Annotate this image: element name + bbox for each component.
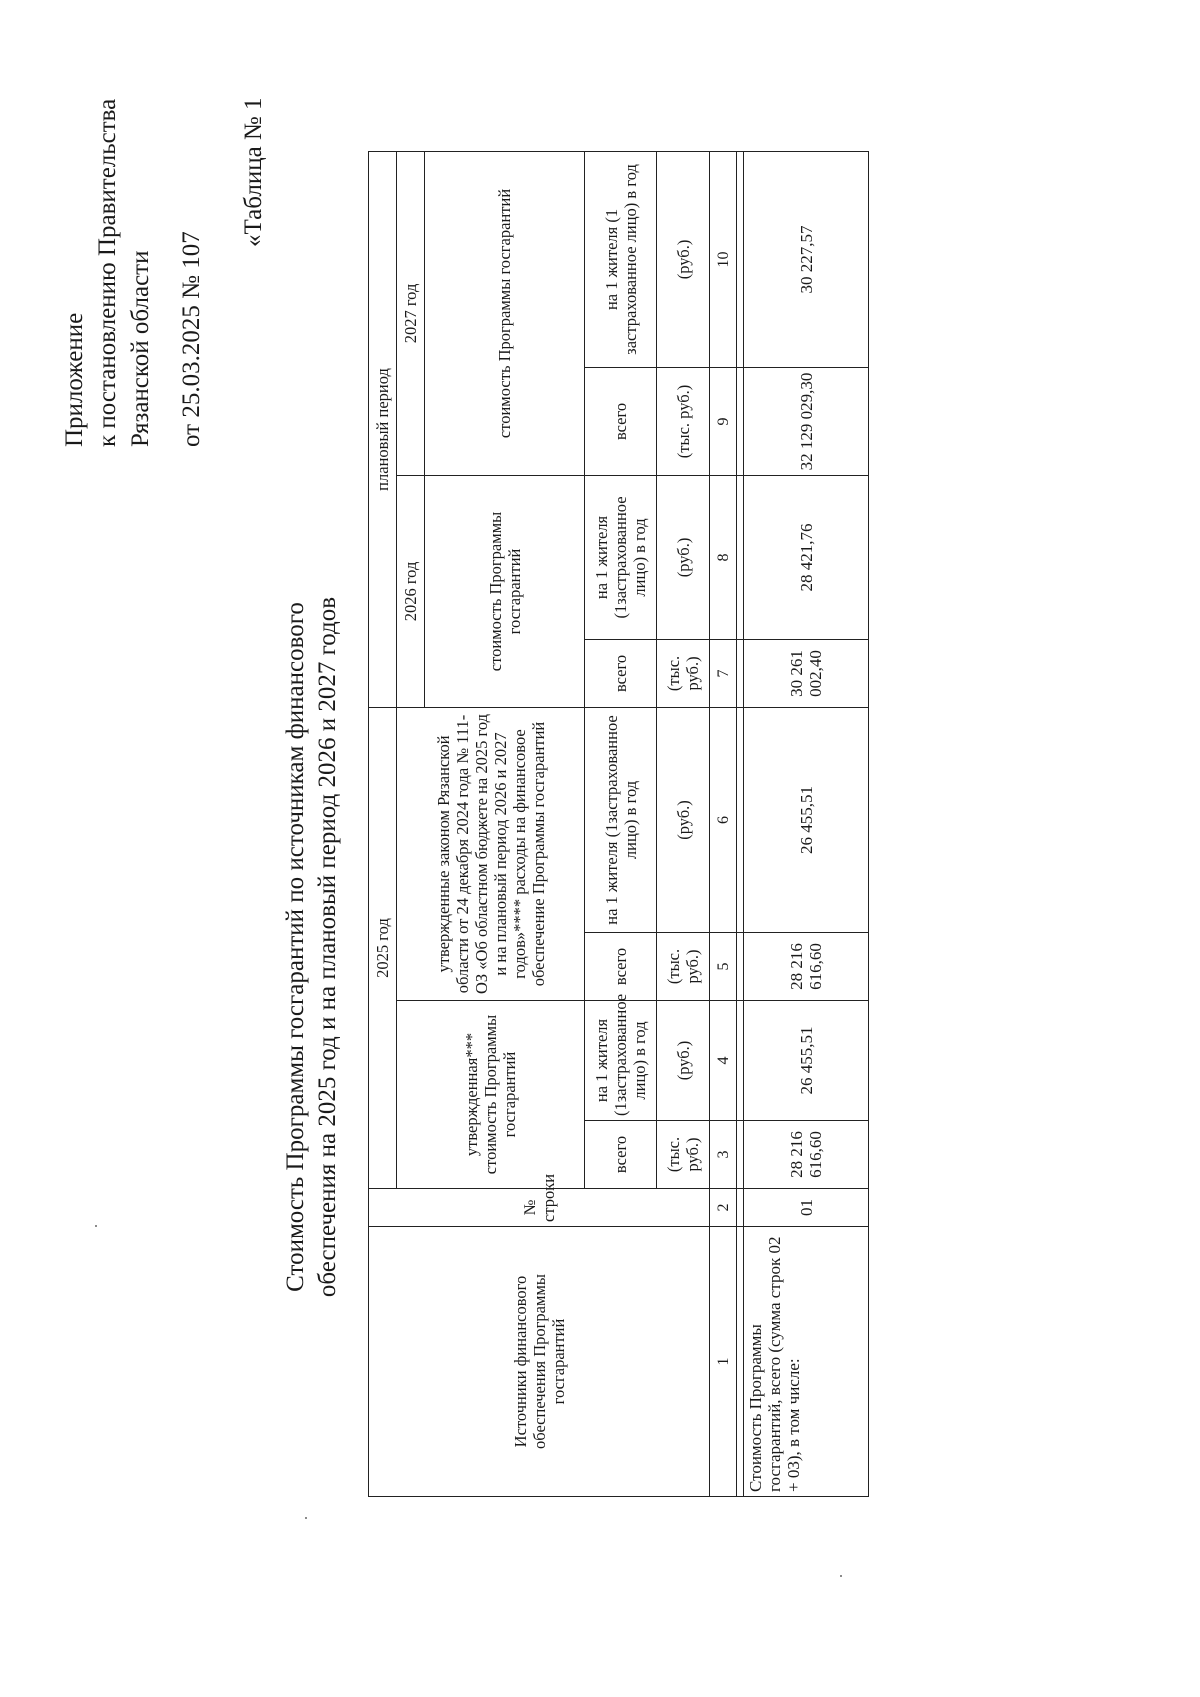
column-numbers-row (710, 151, 737, 1496)
header-total: всего (585, 367, 657, 475)
appendix-line: Рязанской области (127, 250, 154, 447)
row-number: 01 (744, 1189, 869, 1227)
scan-speck (840, 1575, 842, 1577)
unit-rub: (руб.) (657, 475, 710, 639)
appendix-line: к постановлению Правительства (94, 98, 121, 447)
header-year-2027: 2027 год (397, 151, 425, 475)
header-per-capita: на 1 жителя (1 застрахованное лицо) в год (585, 151, 657, 367)
header-per-capita: на 1 жителя (1застрахованное лицо) в год (585, 475, 657, 639)
unit-thousand-rub: (тыс. руб.) (657, 1121, 710, 1189)
unit-rub: (руб.) (657, 707, 710, 932)
cell-value: 26 455,51 (744, 1001, 869, 1121)
appendix-header (58, 99, 208, 447)
header-per-capita: на 1 жителя (1застрахованное лицо) в год (585, 707, 657, 932)
header-per-capita: на 1 жителя (1застрахованное лицо) в год (585, 1001, 657, 1121)
appendix-line: Приложение (61, 312, 88, 447)
title-line: обеспечения на 2025 год и на плановый период 2026 и 2027 годов (314, 596, 341, 1298)
header-cost-2026: стоимость Программы госгарантий (425, 475, 585, 707)
column-number: 3 (710, 1121, 737, 1189)
document-title (280, 397, 344, 1497)
column-number: 2 (710, 1189, 737, 1227)
column-number: 5 (710, 933, 737, 1001)
column-number: 8 (710, 475, 737, 639)
column-number: 7 (710, 639, 737, 707)
column-number: 1 (710, 1227, 737, 1497)
unit-thousand-rub: (тыс. руб.) (657, 933, 710, 1001)
header-planned-period: плановый период (369, 151, 397, 707)
header-sources: Источники финансового обеспечения Программы госгарантий (369, 1227, 710, 1497)
cell-value: 26 455,51 (744, 707, 869, 932)
header-year-2026: 2026 год (397, 475, 425, 707)
row-label: Стоимость Программы госгарантий, всего (сумма строк 02 + 03), в том числе: (744, 1227, 869, 1497)
appendix-date: от 25.03.2025 № 107 (178, 231, 205, 447)
table-label: «Таблица № 1 (240, 97, 267, 247)
cell-value: 28 216 616,60 (744, 933, 869, 1001)
cell-value: 28 421,76 (744, 475, 869, 639)
column-number: 10 (710, 151, 737, 367)
table-row (744, 151, 869, 1496)
unit-rub: (руб.) (657, 1001, 710, 1121)
cell-value: 30 261 002,40 (744, 639, 869, 707)
column-number: 4 (710, 1001, 737, 1121)
cell-value: 32 129 029,30 (744, 367, 869, 475)
unit-thousand-rub: (тыс. руб.) (657, 367, 710, 475)
header-approved-cost: утвержденная*** стоимость Программы госгарантий (397, 1001, 585, 1189)
header-approved-law: утвержденные законом Рязанской области от 24 декабря 2024 года № 111-ОЗ «Об областном бюджете на 2025 год и на плановый период 2026 и 2027 годов»**** расходы на финансовое обеспечение Программы госгарантий (397, 707, 585, 1000)
header-total: всего (585, 933, 657, 1001)
header-year-2025: 2025 год (369, 707, 397, 1188)
cell-value: 30 227,57 (744, 151, 869, 367)
header-row-number: № строки (369, 1189, 710, 1227)
title-line: Стоимость Программы госгарантий по источникам финансового (282, 602, 309, 1292)
header-total: всего (585, 639, 657, 707)
column-number: 6 (710, 707, 737, 932)
unit-thousand-rub: (тыс. руб.) (657, 639, 710, 707)
cell-value: 28 216 616,60 (744, 1121, 869, 1189)
header-total: всего (585, 1121, 657, 1189)
header-cost-2027: стоимость Программы госгарантий (425, 151, 585, 475)
cost-table (368, 151, 869, 1497)
scan-speck (305, 1517, 307, 1519)
scan-speck (95, 1225, 97, 1227)
unit-rub: (руб.) (657, 151, 710, 367)
column-number: 9 (710, 367, 737, 475)
